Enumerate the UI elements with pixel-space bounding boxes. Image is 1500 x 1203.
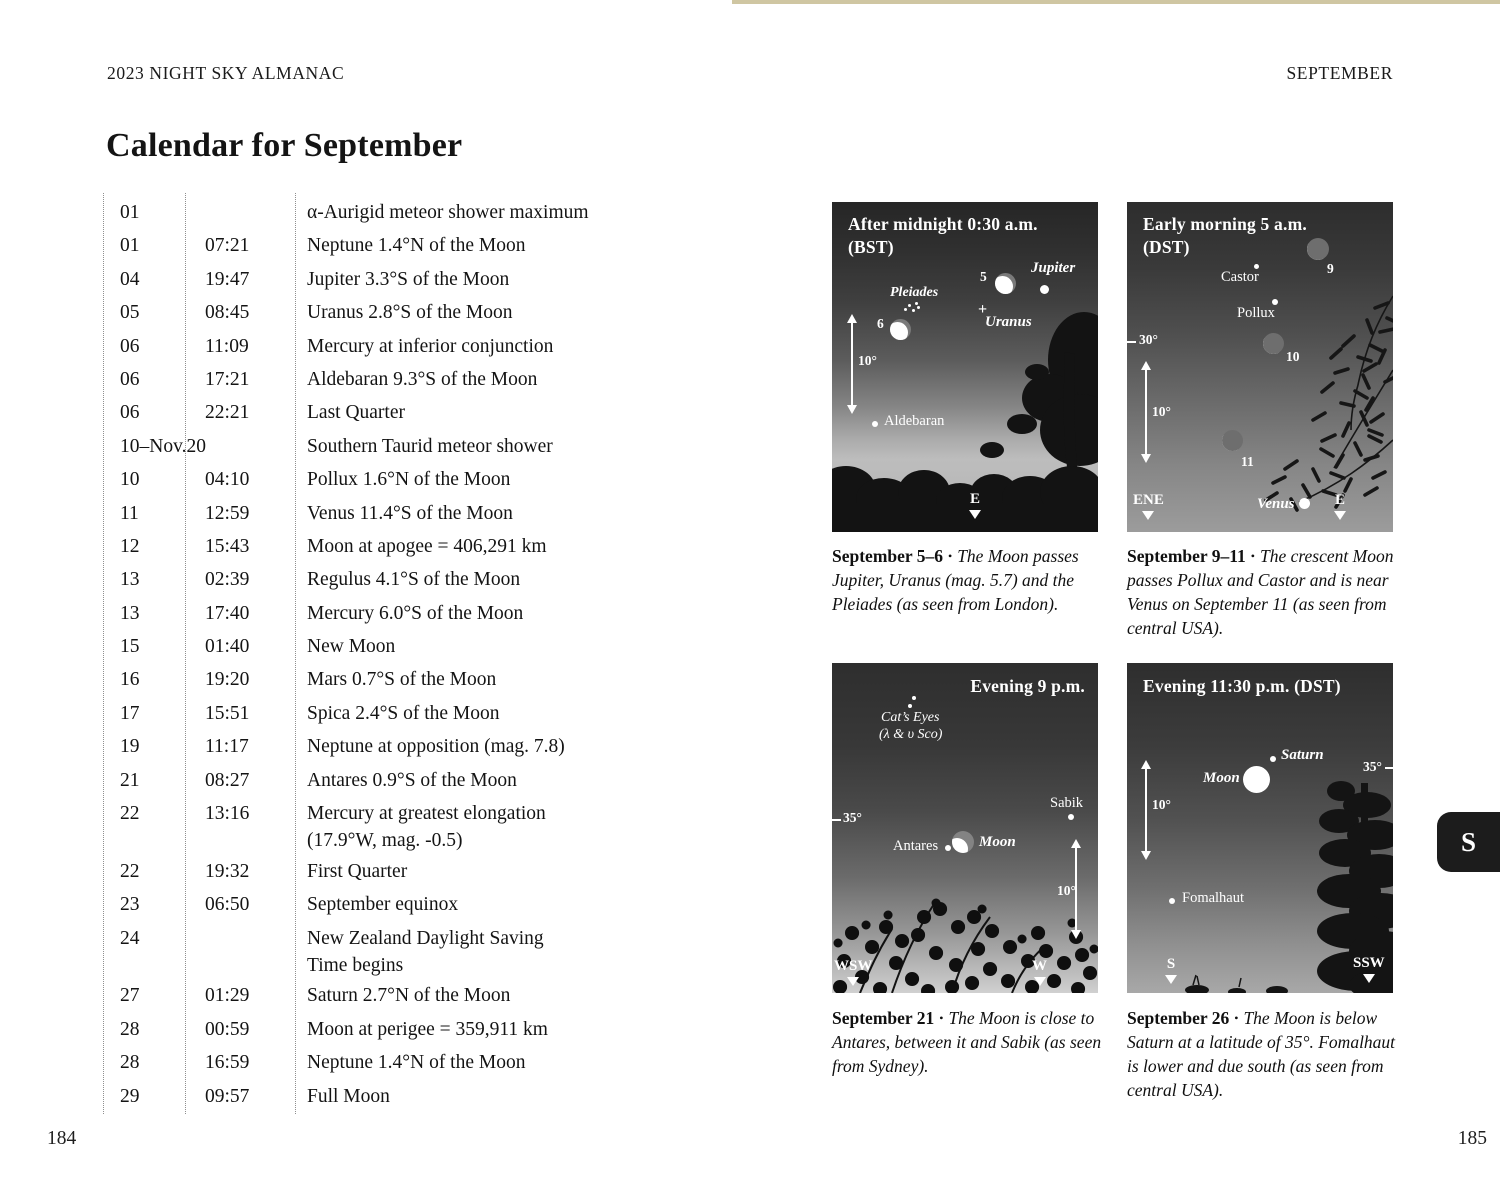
running-head-section: SEPTEMBER [1286, 63, 1393, 83]
direction-triangle-icon [1165, 975, 1177, 984]
calendar-event [295, 700, 648, 730]
calendar-day: 27 [120, 985, 140, 1007]
page-number-left: 184 [47, 1128, 77, 1149]
fomalhaut-dot [1169, 898, 1175, 904]
star-dot [908, 304, 911, 307]
calendar-event-line1: Neptune 1.4°N of the Moon [307, 235, 526, 257]
calendar-row [103, 597, 648, 630]
calendar-time: 19:32 [205, 860, 250, 882]
calendar-event [295, 533, 648, 563]
calendar-row [103, 430, 648, 463]
direction-marker-wsw [834, 959, 872, 986]
calendar-day: 15 [120, 636, 140, 658]
calendar-event [295, 800, 648, 855]
calendar-event-line1: First Quarter [307, 860, 408, 882]
direction-letter: W [1032, 958, 1047, 974]
calendar-day: 01 [120, 235, 140, 257]
calendar-event [295, 333, 648, 363]
caption-date: September 21 [832, 1008, 935, 1028]
chart-caption [1127, 1006, 1407, 1103]
calendar-day: 06 [120, 335, 140, 357]
page-title: Calendar for September [106, 127, 463, 164]
star-dot [912, 309, 915, 312]
calendar-event [295, 500, 648, 530]
moon-icon [1307, 238, 1329, 260]
direction-letter: ENE [1133, 492, 1164, 508]
calendar-day: 29 [120, 1085, 140, 1107]
calendar-time: 17:21 [205, 368, 250, 390]
calendar-event-line1: Jupiter 3.3°S of the Moon [307, 268, 510, 290]
calendar-event-line1: Neptune at opposition (mag. 7.8) [307, 736, 565, 758]
calendar-event [295, 1016, 648, 1046]
moon-icon [890, 319, 911, 340]
scale-arrow [851, 322, 853, 406]
caption-text: The Moon is below Saturn at a latitude of 35°. Fomalhaut is lower and due south (as seen from central USA). [1127, 1008, 1396, 1101]
moon-icon [1243, 766, 1270, 793]
caption-bullet: • [947, 549, 953, 563]
altitude-tick [1385, 767, 1393, 769]
calendar-row [103, 663, 648, 696]
calendar-row [103, 530, 648, 563]
calendar-event-line1: Mars 0.7°S of the Moon [307, 669, 497, 691]
calendar-day: 06 [120, 368, 140, 390]
calendar-row [103, 697, 648, 730]
calendar-day: 22 [120, 860, 140, 882]
chart-title: Evening 11:30 p.m. (DST) [1143, 676, 1341, 696]
moon-date-label: 9 [1327, 261, 1334, 276]
calendar-event-line1: Mercury 6.0°S of the Moon [307, 602, 524, 624]
calendar-event [295, 232, 648, 262]
calendar-event-line1: Neptune 1.4°N of the Moon [307, 1052, 526, 1074]
moon-date-label: 11 [1241, 454, 1254, 469]
calendar-event [295, 982, 648, 1012]
calendar-event [295, 733, 648, 763]
calendar-day: 12 [120, 535, 140, 557]
calendar-event-line1: Venus 11.4°S of the Moon [307, 502, 513, 524]
calendar-event-line2: Time begins [307, 955, 404, 977]
calendar-event-line1: Southern Taurid meteor shower [307, 435, 553, 457]
calendar-day: 16 [120, 669, 140, 691]
calendar-event-line1: Moon at perigee = 359,911 km [307, 1018, 548, 1040]
direction-marker-s [1165, 957, 1177, 984]
calendar-row [103, 229, 648, 262]
moon-date-label: 10 [1286, 349, 1300, 364]
venus-dot [1299, 498, 1310, 509]
calendar-event [295, 466, 648, 496]
calendar-time [185, 925, 295, 980]
calendar-event-line1: Regulus 4.1°S of the Moon [307, 569, 521, 591]
cats-eyes-stars-label: (λ & υ Sco) [879, 727, 943, 742]
calendar-time: 01:29 [205, 985, 250, 1007]
chart-caption [832, 1006, 1104, 1078]
aldebaran-label: Aldebaran [884, 413, 945, 429]
moon-label: Moon [979, 834, 1016, 850]
direction-triangle-icon [1334, 511, 1346, 520]
caption-date: September 26 [1127, 1008, 1230, 1028]
calendar-time: 15:43 [205, 535, 250, 557]
calendar-day: 21 [120, 769, 140, 791]
direction-letter: E [969, 491, 980, 507]
calendar-row [103, 330, 648, 363]
jupiter-label: Jupiter [1031, 260, 1076, 276]
sabik-dot [1068, 814, 1074, 820]
calendar-row [103, 563, 648, 596]
direction-triangle-icon [1142, 511, 1154, 520]
calendar-row [103, 396, 648, 429]
caption-bullet: • [1250, 549, 1255, 563]
aldebaran-dot [872, 421, 878, 427]
calendar-time: 11:09 [205, 335, 249, 357]
moon-date-label: 6 [877, 316, 884, 331]
calendar-table [103, 196, 648, 1113]
direction-letter: SSW [1353, 955, 1385, 971]
altitude-label: 35° [1363, 759, 1382, 774]
calendar-event [295, 433, 648, 463]
calendar-event-line1: Full Moon [307, 1085, 390, 1107]
calendar-event-line1: α-Aurigid meteor shower maximum [307, 202, 589, 223]
calendar-time [185, 199, 295, 229]
calendar-time: 01:40 [205, 636, 250, 658]
tree-silhouette [832, 663, 1098, 993]
chart-caption [832, 544, 1104, 616]
altitude-tick [832, 819, 841, 821]
calendar-time: 09:57 [205, 1085, 250, 1107]
calendar-day: 19 [120, 736, 140, 758]
calendar-row [103, 463, 648, 496]
calendar-row [103, 1046, 648, 1079]
calendar-event [295, 366, 648, 396]
calendar-day: 23 [120, 894, 140, 916]
calendar-time: 22:21 [205, 402, 250, 424]
calendar-event-line1: Aldebaran 9.3°S of the Moon [307, 368, 538, 390]
altitude-tick [1127, 341, 1136, 343]
scale-arrow [1145, 369, 1147, 455]
moon-icon [952, 831, 974, 853]
saturn-label: Saturn [1281, 747, 1324, 763]
calendar-time: 19:47 [205, 268, 250, 290]
calendar-event [295, 633, 648, 663]
calendar-event-line1: Spica 2.4°S of the Moon [307, 702, 500, 724]
moon-icon [1222, 430, 1243, 451]
page-number-right: 185 [1457, 1128, 1487, 1149]
calendar-time: 11:17 [205, 736, 249, 758]
direction-letter: WSW [834, 958, 873, 974]
calendar-day: 28 [120, 1018, 140, 1040]
calendar-event [295, 600, 648, 630]
calendar-event-line1: New Moon [307, 636, 396, 658]
pleiades-label: Pleiades [890, 285, 939, 300]
cats-eyes-dot [912, 696, 916, 700]
caption-text: The crescent Moon passes Pollux and Castor and is near Venus on September 11 (as seen from central USA). [1127, 546, 1394, 639]
calendar-event-line1: Antares 0.9°S of the Moon [307, 769, 517, 791]
altitude-label: 30° [1139, 332, 1158, 347]
page-accent-line [732, 0, 1500, 4]
calendar-day: 06 [120, 402, 140, 424]
running-head-book-title: 2023 NIGHT SKY ALMANAC [107, 63, 345, 83]
direction-triangle-icon [1034, 977, 1046, 986]
calendar-day: 10 [120, 469, 140, 491]
antares-dot [945, 845, 951, 851]
moon-icon [1263, 333, 1284, 354]
calendar-time: 06:50 [205, 894, 250, 916]
antares-label: Antares [893, 838, 939, 854]
direction-triangle-icon [847, 977, 859, 986]
calendar-event-line1: New Zealand Daylight Saving [307, 927, 544, 949]
calendar-day: 28 [120, 1052, 140, 1074]
calendar-time: 15:51 [205, 702, 250, 724]
direction-triangle-icon [1363, 974, 1375, 983]
calendar-event [295, 399, 648, 429]
caption-date: September 9–11 [1127, 546, 1246, 566]
uranus-marker: + [978, 301, 988, 318]
calendar-time: 13:16 [205, 803, 250, 825]
calendar-day: 17 [120, 702, 140, 724]
calendar-row [103, 855, 648, 888]
chart-caption [1127, 544, 1403, 641]
scale-label: 10° [1152, 797, 1171, 812]
calendar-event [295, 666, 648, 696]
calendar-time: 02:39 [205, 569, 250, 591]
caption-text: The Moon passes Jupiter, Uranus (mag. 5.7) and the Pleiades (as seen from London). [832, 546, 1079, 615]
calendar-event [295, 767, 648, 797]
calendar-day: 13 [120, 602, 140, 624]
calendar-row [103, 196, 648, 229]
calendar-time [185, 433, 295, 463]
direction-marker-ssw [1353, 956, 1385, 983]
calendar-day: 04 [120, 268, 140, 290]
calendar-event [295, 925, 648, 980]
calendar-event-line1: Last Quarter [307, 402, 405, 424]
calendar-event-line1: Mercury at greatest elongation [307, 803, 546, 825]
sky-chart-early-morning [1127, 202, 1393, 532]
calendar-event-line1: Pollux 1.6°N of the Moon [307, 469, 511, 491]
direction-marker-w [1032, 959, 1047, 986]
calendar-event [295, 891, 648, 921]
calendar-event [295, 299, 648, 329]
calendar-event-line1: Uranus 2.8°S of the Moon [307, 302, 513, 324]
section-thumb-tab: S [1437, 812, 1500, 872]
pollux-label: Pollux [1237, 305, 1275, 321]
castor-label: Castor [1221, 269, 1259, 285]
calendar-time: 04:10 [205, 469, 250, 491]
calendar-row [103, 730, 648, 763]
calendar-time: 19:20 [205, 669, 250, 691]
calendar-event [295, 566, 648, 596]
calendar-event-line2: (17.9°W, mag. -0.5) [307, 830, 463, 852]
star-dot [917, 306, 920, 309]
calendar-time: 08:27 [205, 769, 250, 791]
calendar-day: 11 [120, 502, 139, 524]
calendar-row [103, 979, 648, 1012]
calendar-event [295, 1083, 648, 1113]
calendar-time: 12:59 [205, 502, 250, 524]
direction-marker-ene [1133, 493, 1164, 520]
caption-bullet: • [1234, 1011, 1239, 1025]
calendar-row [103, 630, 648, 663]
calendar-day: 24 [120, 927, 140, 949]
caption-text: The Moon is close to Antares, between it and Sabik (as seen from Sydney). [832, 1008, 1102, 1077]
calendar-row [103, 764, 648, 797]
direction-marker-e [1334, 493, 1346, 520]
calendar-time: 00:59 [205, 1018, 250, 1040]
star-dot [915, 302, 918, 305]
sky-chart-evening-9pm [832, 663, 1098, 993]
calendar-row [103, 263, 648, 296]
calendar-time: 16:59 [205, 1052, 250, 1074]
saturn-dot [1270, 756, 1276, 762]
calendar-row [103, 497, 648, 530]
jupiter-dot [1040, 285, 1049, 294]
pleiades-stars [904, 301, 920, 312]
altitude-label: 35° [843, 810, 862, 825]
scale-arrow [1145, 768, 1147, 852]
cats-eyes-dot [908, 704, 912, 708]
calendar-row [103, 1013, 648, 1046]
calendar-day: 13 [120, 569, 140, 591]
calendar-day: 01 [120, 202, 140, 223]
calendar-day: 10–Nov.20 [120, 435, 206, 457]
direction-triangle-icon [969, 510, 981, 519]
cats-eyes-label: Cat’s Eyes [881, 710, 940, 725]
calendar-event [295, 1049, 648, 1079]
calendar-time: 08:45 [205, 302, 250, 324]
calendar-time: 07:21 [205, 235, 250, 257]
scale-label: 10° [1152, 404, 1171, 419]
moon-date-label: 5 [980, 269, 987, 284]
calendar-event-line1: September equinox [307, 894, 459, 916]
calendar-row [103, 363, 648, 396]
calendar-event-line1: Saturn 2.7°N of the Moon [307, 985, 511, 1007]
direction-marker-e [969, 492, 981, 519]
direction-letter: E [1334, 492, 1345, 508]
star-dot [904, 308, 907, 311]
chart-title: Early morning 5 a.m. (DST) [1143, 214, 1307, 257]
calendar-day: 22 [120, 803, 140, 825]
calendar-event-line1: Mercury at inferior conjunction [307, 335, 554, 357]
calendar-row [103, 1080, 648, 1113]
calendar-row [103, 797, 648, 855]
sky-chart-after-midnight [832, 202, 1098, 532]
venus-label: Venus [1257, 496, 1295, 512]
moon-label: Moon [1203, 770, 1240, 786]
moon-icon [995, 273, 1016, 294]
direction-letter: S [1166, 956, 1176, 972]
fomalhaut-label: Fomalhaut [1182, 890, 1245, 906]
chart-title: Evening 9 p.m. [970, 676, 1085, 696]
calendar-event [295, 266, 648, 296]
caption-date: September 5–6 [832, 546, 943, 566]
calendar-row [103, 296, 648, 329]
tree-silhouette [1127, 663, 1393, 993]
scale-label: 10° [1057, 883, 1076, 898]
calendar-day: 05 [120, 302, 140, 324]
sabik-label: Sabik [1050, 795, 1084, 811]
sky-chart-evening-1130pm [1127, 663, 1393, 993]
calendar-row [103, 888, 648, 921]
caption-bullet: • [939, 1011, 944, 1025]
chart-title: After midnight 0:30 a.m. (BST) [848, 214, 1038, 257]
uranus-label: Uranus [985, 314, 1032, 330]
calendar-event [295, 199, 648, 229]
calendar-row [103, 922, 648, 980]
calendar-event-line1: Moon at apogee = 406,291 km [307, 535, 547, 557]
calendar-time: 17:40 [205, 602, 250, 624]
calendar-event [295, 858, 648, 888]
scale-label: 10° [858, 353, 877, 368]
